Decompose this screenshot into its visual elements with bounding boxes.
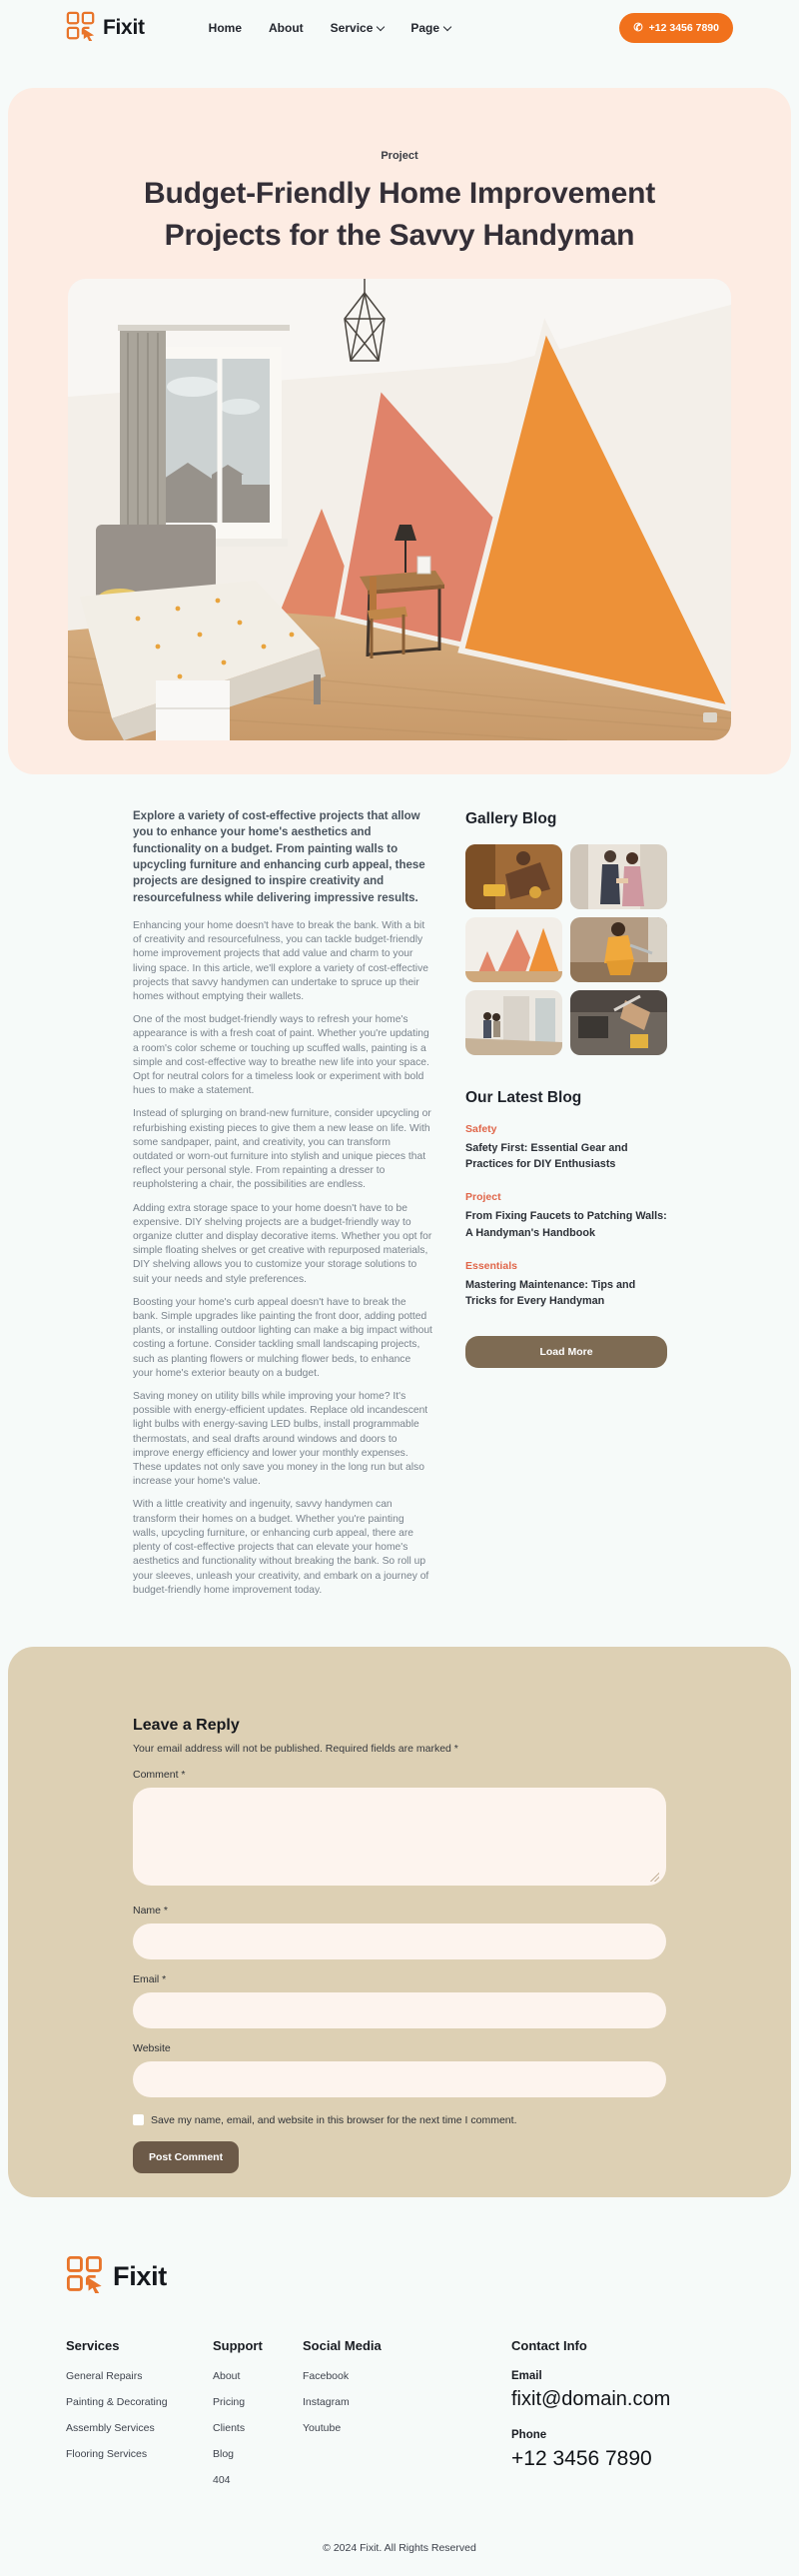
article	[133, 808, 432, 1607]
nav-home[interactable]: Home	[208, 21, 243, 35]
hero-image	[68, 279, 731, 740]
gallery-thumb-painter-tools[interactable]	[570, 990, 667, 1055]
post-category: Safety	[465, 1123, 497, 1135]
header-phone-button[interactable]: ✆ +12 3456 7890	[619, 13, 733, 43]
hero-section	[8, 88, 791, 774]
post-title: From Fixing Faucets to Patching Walls: A Handyman's Handbook	[465, 1210, 667, 1239]
gallery-thumb-triangle-room[interactable]	[465, 917, 562, 982]
footer-support-column	[213, 2338, 303, 2500]
article-paragraph: Instead of splurging on brand-new furniture, consider upcycling or refurbishing existing pieces to give them a new lease on life. With some sandpaper, paint, and creativity, you can transform outdated or worn-out furniture into stylish and unique pieces that reflect your personal style. From repainting a dresser to reupholstering a chair, the possibilities are endless.	[133, 1108, 431, 1191]
email-field[interactable]	[133, 1992, 666, 2028]
blog-post-link[interactable]	[465, 1123, 667, 1172]
phone-icon: ✆	[633, 21, 643, 34]
article-paragraph: Boosting your home's curb appeal doesn't have to break the bank. Simple upgrades like painting the front door, adding potted plants, or installing outdoor lighting can make a big impact without costing a fortune. Consider tackling small landscaping projects, such as planting flowers or mulching flower beds, to enhance your home's exterior beauty on a budget.	[133, 1296, 432, 1379]
chevron-down-icon	[377, 22, 385, 30]
blog-post-link[interactable]	[465, 1191, 667, 1240]
footer-column-heading: Support	[213, 2337, 263, 2353]
nav-about[interactable]: About	[269, 21, 304, 35]
gallery-thumb-worker-drilling[interactable]	[465, 844, 562, 909]
name-label: Name *	[133, 1904, 169, 1917]
gallery-thumb-handshake[interactable]	[570, 844, 667, 909]
comment-textarea[interactable]	[133, 1788, 666, 1886]
logo-grid-cursor-icon	[66, 2255, 104, 2298]
website-label: Website	[133, 2041, 171, 2054]
contact-email-value[interactable]: fixit@domain.com	[511, 2387, 671, 2410]
reply-note: Your email address will not be published. Required fields are marked *	[133, 1742, 458, 1755]
article-paragraph: Enhancing your home doesn't have to break the bank. With a bit of creativity and resourcefulness, you can tackle budget-friendly home improvement projects that add value and charm to your living space. In this article, we'll explore a variety of cost-effective projects that savvy handymen can undertake to spruce up their homes without emptying their wallets.	[133, 919, 428, 1002]
footer-social-column	[303, 2338, 511, 2500]
email-label: Email *	[133, 1972, 167, 1985]
article-lead: Explore a variety of cost-effective projects that allow you to enhance your home's aesthetics and functionality on a budget. From painting walls to upcycling furniture and enhancing curb appeal, these projects are designed to inspire creativity and resourcefulness while delivering impressive results.	[133, 810, 425, 904]
contact-email-label: Email	[511, 2369, 542, 2382]
footer-column-heading: Social Media	[303, 2337, 382, 2353]
footer-brand-name: Fixit	[113, 2260, 168, 2291]
chevron-down-icon	[443, 22, 451, 30]
main-nav	[209, 21, 450, 35]
footer-column-heading: Services	[66, 2337, 120, 2353]
footer-link[interactable]: Flooring Services	[66, 2447, 148, 2460]
footer-link[interactable]: 404	[213, 2473, 231, 2486]
reply-title: Leave a Reply	[133, 1716, 240, 1734]
post-title: Mastering Maintenance: Tips and Tricks for Every Handyman	[465, 1278, 636, 1307]
footer-link[interactable]: Facebook	[303, 2369, 350, 2382]
gallery-thumb-empty-room-couple[interactable]	[465, 990, 562, 1055]
post-comment-button[interactable]: Post Comment	[133, 2141, 239, 2173]
footer-contact-column	[511, 2338, 733, 2500]
article-paragraph: With a little creativity and ingenuity, savvy handymen can transform their homes on a budget. Whether you're painting walls, upcycling furniture, or enhancing curb appeal, there are plenty of cost-effective projects that can elevate your home's aesthetics and functionality without breaking the bank. So roll up your sleeves, unleash your creativity, and embark on a journey of budget-friendly home improvement today.	[133, 1499, 429, 1596]
latest-blog	[465, 1089, 667, 1368]
save-info-label: Save my name, email, and website in this browser for the next time I comment.	[151, 2113, 517, 2126]
website-field[interactable]	[133, 2061, 666, 2097]
footer-link[interactable]: About	[213, 2369, 241, 2382]
comment-label: Comment *	[133, 1768, 186, 1781]
footer-link[interactable]: Assembly Services	[66, 2421, 155, 2434]
header	[0, 0, 799, 56]
brand-name: Fixit	[103, 16, 145, 39]
load-more-button[interactable]: Load More	[465, 1336, 667, 1368]
hero-badge: Project	[381, 150, 418, 162]
save-info-checkbox[interactable]	[133, 2114, 144, 2125]
header-logo[interactable]	[66, 11, 145, 46]
nav-page[interactable]: Page	[410, 21, 450, 35]
footer-link[interactable]: Instagram	[303, 2395, 350, 2408]
gallery-thumb-yellow-overalls-worker[interactable]	[570, 917, 667, 982]
main-content	[0, 774, 799, 1647]
footer-logo[interactable]	[66, 2255, 733, 2298]
footer-link[interactable]: Painting & Decorating	[66, 2395, 168, 2408]
gallery-grid	[465, 844, 667, 1055]
page-title: Budget-Friendly Home Improvement Projects for the Savvy Handyman	[144, 177, 655, 252]
post-category: Essentials	[465, 1259, 517, 1272]
sidebar	[465, 808, 667, 1607]
footer-services-column	[66, 2338, 213, 2500]
copyright-text: © 2024 Fixit. All Rights Reserved	[323, 2541, 476, 2554]
footer-link[interactable]: General Repairs	[66, 2369, 143, 2382]
footer-link[interactable]: Clients	[213, 2421, 246, 2434]
gallery-blog-title: Gallery Blog	[465, 810, 557, 827]
latest-blog-title: Our Latest Blog	[465, 1089, 582, 1106]
contact-phone-label: Phone	[511, 2428, 547, 2441]
post-title: Safety First: Essential Gear and Practices for DIY Enthusiasts	[465, 1142, 628, 1171]
article-paragraph: Saving money on utility bills while improving your home? It's possible with energy-efficient updates. Replace old incandescent light bulbs with energy-saving LED bulbs, install programmable thermostats, and seal drafts around windows and doors to improve energy efficiency and lower your monthly expenses. These updates not only save you money in the long run but also increase your home's value.	[133, 1391, 428, 1488]
comment-form-section	[8, 1647, 791, 2197]
name-field[interactable]	[133, 1924, 666, 1959]
blog-post-link[interactable]	[465, 1260, 667, 1309]
contact-phone-value[interactable]: +12 3456 7890	[511, 2446, 652, 2470]
nav-service[interactable]: Service	[331, 21, 385, 35]
footer-column-heading: Contact Info	[511, 2337, 587, 2353]
article-paragraph: Adding extra storage space to your home doesn't have to be expensive. DIY shelving projects are a budget-friendly way to organize clutter and display decorative items. Whether you opt for simple floating shelves or get creative with repurposed materials, DIY shelving allows you to customize your storage solutions to suit your needs and style preferences.	[133, 1202, 432, 1285]
logo-grid-cursor-icon	[66, 11, 96, 46]
footer-link[interactable]: Pricing	[213, 2395, 246, 2408]
footer-link[interactable]: Blog	[213, 2447, 235, 2460]
article-paragraph: One of the most budget-friendly ways to refresh your home's appearance is with a fresh coat of paint. Whether you're updating a room's color scheme or touching up scuffed walls, painting is a simple and cost-effective way to breathe new life into your space. Opt for neutral colors for a timeless look or experiment with bold hues to make a statement.	[133, 1014, 429, 1097]
footer-link[interactable]: Youtube	[303, 2421, 342, 2434]
post-category: Project	[465, 1191, 501, 1204]
footer	[0, 2197, 799, 2576]
